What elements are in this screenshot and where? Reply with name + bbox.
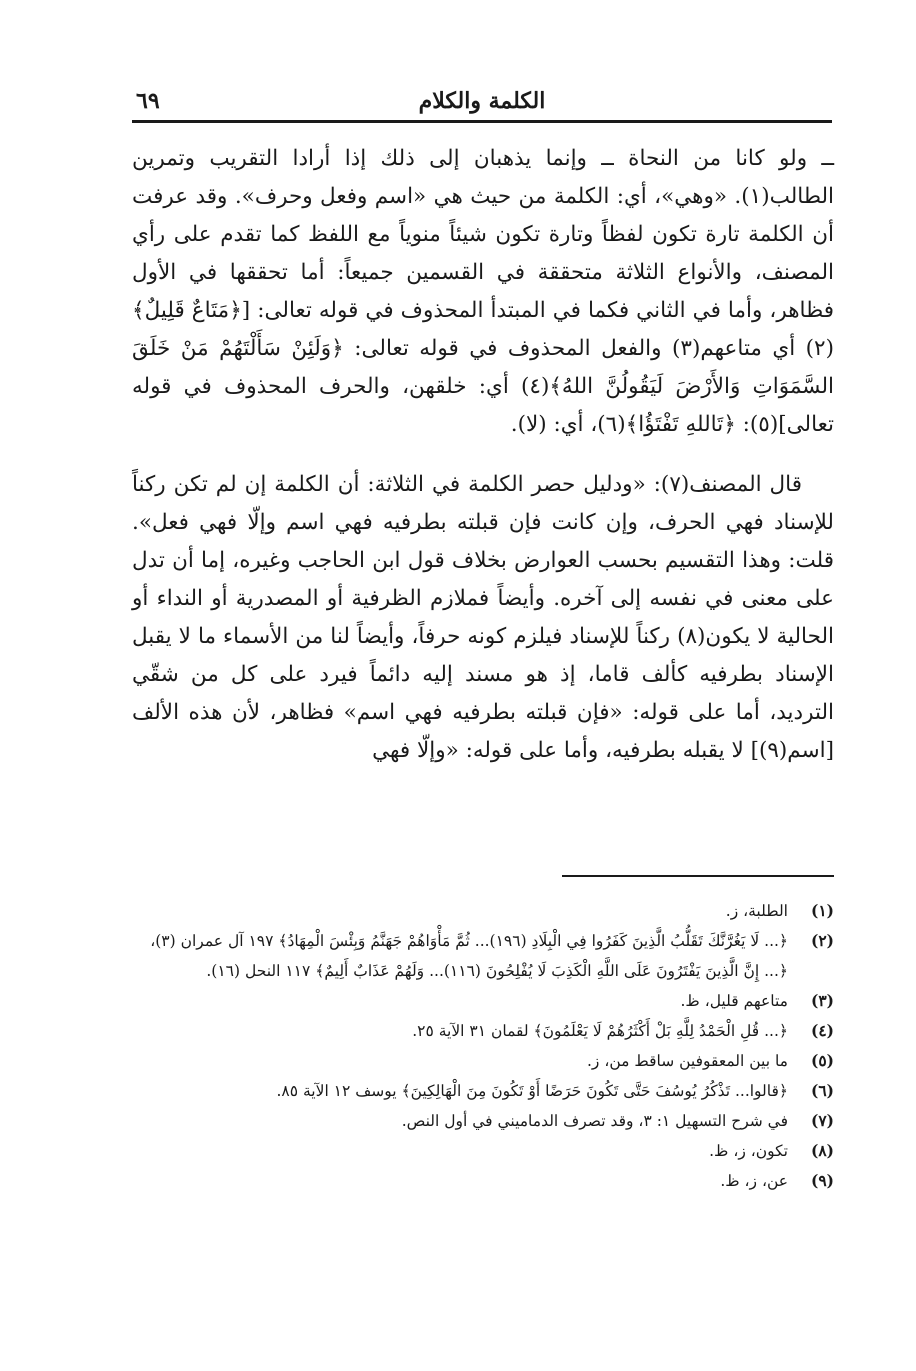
footnote-text: ما بين المعقوفين ساقط من، ز.	[586, 1052, 788, 1070]
page-number: ٦٩	[136, 88, 160, 114]
footnote-item	[132, 1106, 834, 1136]
footnote-number: (٣)	[810, 991, 834, 1010]
footnote-text: في شرح التسهيل ١: ٣، وقد تصرف الدماميني في أول النص.	[401, 1112, 788, 1130]
footnote-number: (٢)	[810, 931, 834, 950]
footnote-text: الطلبة، ز.	[725, 902, 788, 920]
footnote-text: ﴿... قُلِ الْحَمْدُ لِلَّهِ بَلْ أَكْثَرُهُمْ لَا يَعْلَمُونَ﴾ لقمان ٣١ الآية ٢٥.	[412, 1022, 788, 1040]
footnote-item	[132, 1046, 834, 1076]
footnote-item	[132, 926, 834, 986]
footnote-text: تكون، ز، ظ.	[709, 1142, 788, 1160]
footnote-text: متاعهم قليل، ظ.	[680, 992, 788, 1010]
footnote-number: (٥)	[810, 1051, 834, 1070]
footnote-number: (٦)	[810, 1081, 834, 1100]
footnote-item	[132, 1166, 834, 1196]
footnote-item	[132, 986, 834, 1016]
footnotes	[132, 896, 834, 1196]
footnote-item	[132, 1136, 834, 1166]
footnote-item	[132, 1016, 834, 1046]
footnote-text: عن، ز، ظ.	[720, 1172, 788, 1190]
footnote-separator	[562, 875, 834, 877]
footnote-item	[132, 896, 834, 926]
page-header	[132, 88, 832, 118]
running-title: الكلمة والكلام	[418, 88, 546, 114]
footnote-number: (٩)	[810, 1171, 834, 1190]
main-text	[132, 140, 834, 770]
footnote-text: ﴿... لَا يَغُرَّنَّكَ تَقَلُّبُ الَّذِينَ كَفَرُوا فِي الْبِلَادِ (١٩٦)... ثُمَّ مَأْوَاهُمْ جَهَنَّمُ وَبِئْسَ الْمِهَادُ﴾ ١٩٧ آل عمران (٣)، ﴿... إِنَّ الَّذِينَ يَفْتَرُونَ عَلَى اللَّهِ الْكَذِبَ لَا يُفْلِحُونَ (١١٦)... وَلَهُمْ عَذَابٌ أَلِيمٌ﴾ ١١٧ النحل (١٦).	[150, 932, 788, 980]
footnote-number: (١)	[810, 901, 834, 920]
footnote-text: ﴿قالوا... تَذْكُرُ يُوسُفَ حَتَّى تَكُونَ حَرَضًا أَوْ تَكُونَ مِنَ الْهَالِكِينَ﴾ يوسف ١٢ الآية ٨٥.	[276, 1082, 788, 1100]
paragraph-2: قال المصنف(٧): «ودليل حصر الكلمة في الثلاثة: أن الكلمة إن لم تكن ركناً للإسناد فهي الحرف، وإن كانت فإن قبلته بطرفيه فهي اسم وإلّا فهي فعل». قلت: وهذا التقسيم بحسب العوارض بخلاف قول ابن الحاجب وغيره، إما أن تدل على معنى في نفسه إلى آخره. وأيضاً فملازم الظرفية أو المصدرية أو النداء أو الحالية لا يكون(٨) ركناً للإسناد فيلزم كونه حرفاً، وأيضاً لنا من الأسماء ما لا يقبل الإسناد بطرفيه كألف قاما، إذ هو مسند إليه دائماً فيرد على كل من شقّي الترديد، أما على قوله: «فإن قبلته بطرفيه فهي اسم» فظاهر، لأن هذه الألف [اسم(٩)] لا يقبله بطرفيه، وأما على قوله: «وإلّا فهي	[132, 472, 834, 763]
footnote-number: (٨)	[810, 1141, 834, 1160]
footnote-number: (٧)	[810, 1111, 834, 1130]
footnote-item	[132, 1076, 834, 1106]
paragraph-1: ــ ولو كانا من النحاة ــ وإنما يذهبان إلى ذلك إذا أرادا التقريب وتمرين الطالب(١). «وهي»، أي: الكلمة من حيث هي «اسم وفعل وحرف». وقد عرفت أن الكلمة تارة تكون لفظاً وتارة تكون شيئاً منوياً مع اللفظ كما تقدم على رأي المصنف، والأنواع الثلاثة متحققة في القسمين جميعاً: أما تحققها في الأول فظاهر، وأما في الثاني فكما في المبتدأ المحذوف في قوله تعالى: [﴿مَتَاعٌ قَلِيلٌ﴾(٢) أي متاعهم(٣) والفعل المحذوف في قوله تعالى: ﴿وَلَئِنْ سَأَلْتَهُمْ مَنْ خَلَقَ السَّمَوَاتِ وَالأَرْضَ لَيَقُولُنَّ اللهُ﴾(٤) أي: خلقهن، والحرف المحذوف في قوله تعالى](٥): ﴿تَاللهِ تَفْتَؤُا﴾(٦)، أي: (لا).	[132, 146, 835, 437]
footnote-number: (٤)	[810, 1021, 834, 1040]
header-rule	[132, 120, 832, 123]
